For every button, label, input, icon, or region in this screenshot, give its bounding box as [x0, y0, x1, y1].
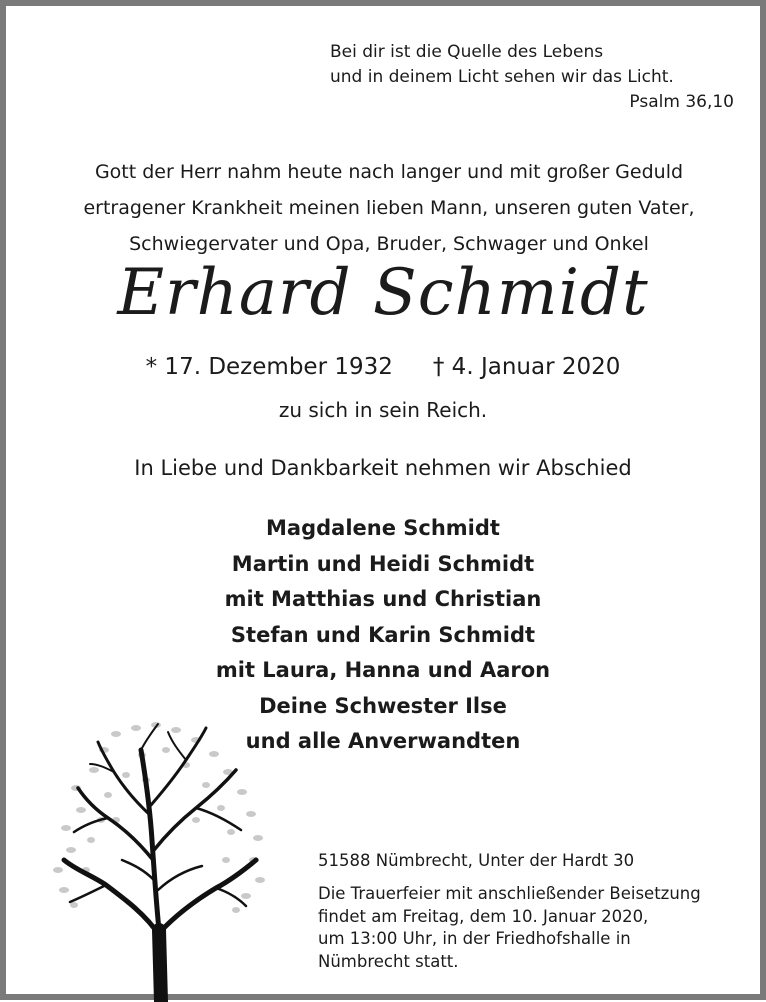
service-line: Die Trauerfeier mit anschließender Beisetzung: [318, 884, 701, 903]
mourner-entry: mit Laura, Hanna und Aaron: [215, 658, 551, 682]
death-date: † 4. Januar 2020: [432, 354, 621, 380]
mourner-entry: mit Matthias und Christian: [224, 587, 542, 611]
closing-phrase: zu sich in sein Reich.: [278, 398, 488, 422]
psalm-line: und in deinem Licht sehen wir das Licht.: [330, 67, 674, 87]
deceased-name: Erhard Schmidt: [117, 256, 649, 330]
tree-branches: [64, 724, 256, 1002]
service-info: [318, 883, 758, 973]
psalm-line: Bei dir ist die Quelle des Lebens: [330, 42, 604, 62]
service-line: um 13:00 Uhr, in der Friedhofshalle in: [318, 929, 631, 948]
tree-leaves: [53, 722, 265, 913]
address-line: 51588 Nümbrecht, Unter der Hardt 30: [318, 851, 635, 870]
mourner-entry: und alle Anverwandten: [245, 729, 521, 753]
intro-line: ertragener Krankheit meinen lieben Mann, unseren guten Vater,: [83, 197, 695, 219]
life-dates: [6, 354, 760, 380]
tree-icon: [46, 720, 276, 1002]
intro-text: [26, 154, 752, 262]
mourner-entry: Deine Schwester Ilse: [259, 693, 507, 718]
intro-line: Schwiegervater und Opa, Bruder, Schwager und Onkel: [129, 233, 649, 255]
psalm-quote: [330, 40, 740, 115]
mourner-entry: Stefan und Karin Schmidt: [230, 622, 536, 647]
intro-line: Gott der Herr nahm heute nach langer und mit großer Geduld: [94, 161, 684, 183]
mourner-entry: Martin und Heidi Schmidt: [231, 551, 535, 576]
mourner-entry: Magdalene Schmidt: [266, 516, 500, 540]
psalm-reference: Psalm 36,10: [629, 92, 734, 112]
service-line: Nümbrecht statt.: [318, 951, 459, 971]
farewell-line: In Liebe und Dankbarkeit nehmen wir Abschied: [134, 456, 632, 480]
service-line: findet am Freitag, dem 10. Januar 2020,: [318, 906, 649, 926]
birth-date: * 17. Dezember 1932: [145, 354, 393, 380]
